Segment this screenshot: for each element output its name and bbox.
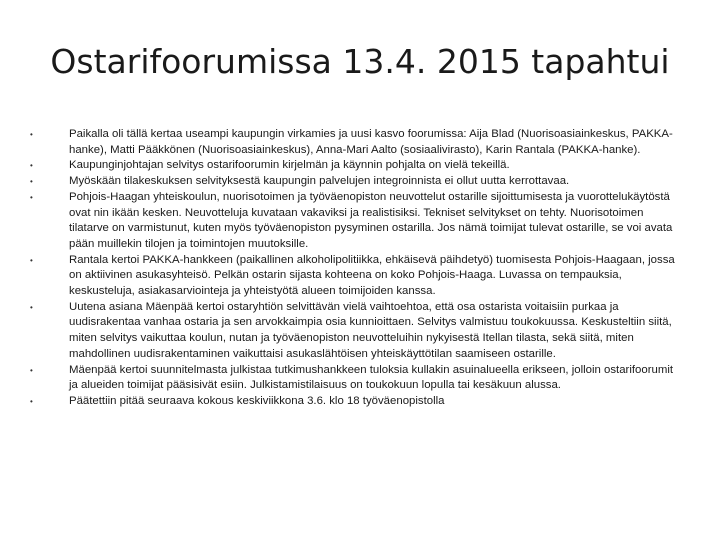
bullet-dot-icon: • [30,192,33,202]
bullet-dot-icon: • [30,396,33,406]
bullet-text-5: Rantala kertoi PAKKA-hankkeen (paikallinen alkoholipolitiikka, ehkäisevä päihdetyö) tuomisesta Pohjois-Haagaan, jossa on aktiivinen asukasyhteisö. Pelkän ostarin sijasta kohteena on koko Pohjois-Haaga. Luvassa on tempauksia, keskusteluja, asiakasarviointeja ja yhteistyötä alueen toimijoiden kanssa. [69,253,675,298]
bullet-item-3 [30,174,685,190]
bullet-dot-icon: • [30,177,33,187]
slide-title: Ostarifoorumissa 13.4. 2015 tapahtui [50,42,670,81]
bullet-item-4 [30,190,685,253]
bullet-item-1 [30,127,685,158]
bullet-text-3: Myöskään tilakeskuksen selvityksestä kaupungin palvelujen integroinnista ei ollut uutta kerrottavaa. [69,175,570,188]
bullet-text-2: Kaupunginjohtajan selvitys ostarifoorumin kirjelmän ja käynnin pohjalta on vielä tekeillä. [69,159,510,172]
bullet-item-6 [30,300,685,363]
bullet-text-8: Päätettiin pitää seuraava kokous keskiviikkona 3.6. klo 18 työväenopistolla [69,394,445,407]
bullet-text-1: Paikalla oli tällä kertaa useampi kaupungin virkamies ja uusi kasvo foorumissa: Aija Blad (Nuorisoasiainkeskus, PAKKA-hanke), Matti Pääkkönen (Nuorisoasiainkeskus), Anna-Mari Aalto (sosiaalivirasto), Karin Rantala (PAKKA-hanke). [69,128,673,156]
bullet-dot-icon: • [30,365,33,375]
bullet-item-5 [30,253,685,300]
bullet-text-6: Uutena asiana Mäenpää kertoi ostaryhtiön selvittävän vielä vaihtoehtoa, että osa ostarista voitaisiin purkaa ja uudisrakentaa vanhaa ostaria ja sen arvokkaimpia osia kunnioittaen. Selvitys valmistuu toukokuussa. Keskusteltiin siitä, miten selvitys vaikuttaa koulun, nutan ja työväenopiston neuvotteluihin nykyisestä Itellan tilasta, sekä siitä, miten mahdollinen uudisrakentaminen vaikuttaisi asukaslähtöisen yhteiskäyttötilan saamiseen ostarille. [69,300,672,360]
bullet-dot-icon: • [30,255,33,265]
bullet-dot-icon: • [30,130,33,139]
bullet-item-2 [30,158,685,174]
bullet-dot-icon: • [30,302,33,312]
bullet-item-8 [30,394,685,410]
bullet-text-4: Pohjois-Haagan yhteiskoulun, nuorisotoimen ja työväenopiston neuvottelut ostarille sijoittumisesta ja vuorottelukäytöstä ovat nin ikään kesken. Neuvotteluja kuvataan vakaviksi ja realistisiksi. Tekniset selvitykset on tehty. Nuorisotoimen tilatarve on varmistunut, kuten myös työväenopiston pysyminen ostarilla. Jos nämä toimijat tulevat ostarille, se voi avata pään muillekin tilojen ja toimintojen muutoksille. [69,190,673,250]
bullet-text-7: Mäenpää kertoi suunnitelmasta julkistaa tutkimushankkeen tuloksia kullakin asuinalueella erikseen, jolloin ostarifoorumit ja alueiden toimijat pääsisivät esiin. Julkistamistilaisuus on toukokuun lopulla tai kesäkuun alussa. [69,363,674,392]
bullet-dot-icon: • [30,161,33,171]
bullet-item-7 [30,363,685,394]
bullet-list [30,127,685,410]
